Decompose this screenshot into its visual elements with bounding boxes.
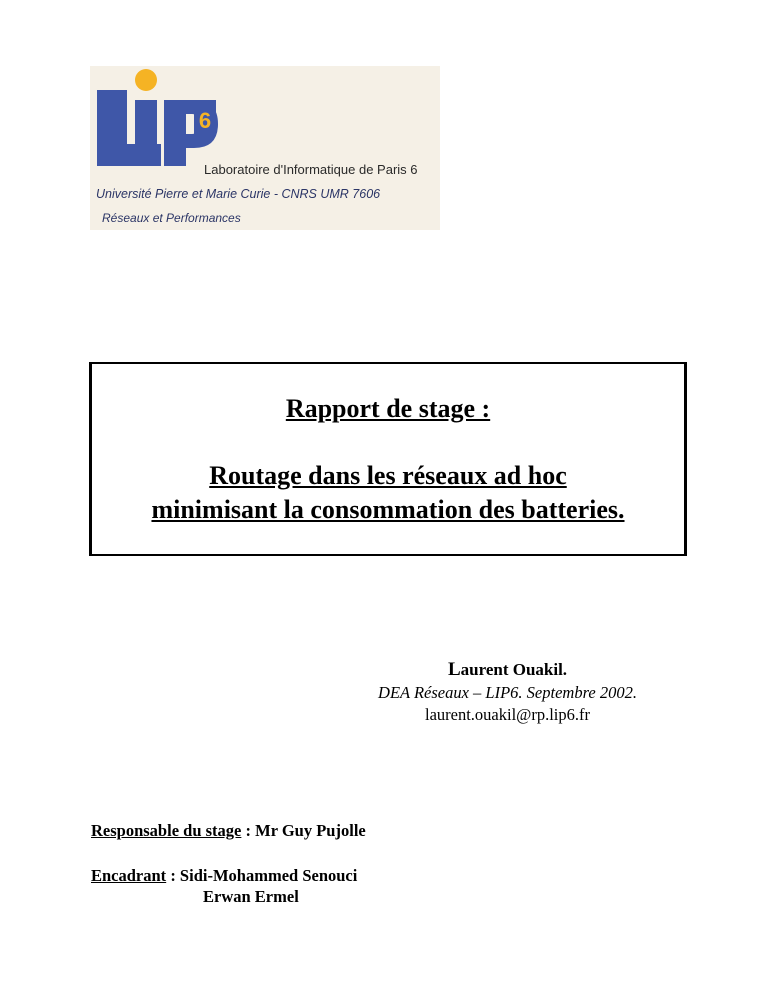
responsable-label: Responsable du stage: [91, 821, 242, 840]
report-subtitle-line-1: Routage dans les réseaux ad hoc: [209, 461, 567, 490]
logo-dot-circle: [135, 69, 157, 91]
responsable-line: [91, 821, 366, 841]
logo-letter-i: [135, 100, 157, 144]
author-degree: DEA Réseaux – LIP6. Septembre 2002.: [378, 683, 637, 702]
encadrant-second: Erwan Ermel: [203, 887, 299, 906]
author-email: laurent.ouakil@rp.lip6.fr: [424, 705, 591, 724]
logo-laboratoire-text: Laboratoire d'Informatique de Paris 6: [204, 162, 418, 177]
report-subtitle: [92, 459, 684, 527]
encadrant-value: : Sidi-Mohammed Senouci: [166, 866, 358, 885]
author-first-initial: L: [447, 659, 461, 680]
report-subtitle-line-2: minimisant la consommation des batteries.: [151, 495, 625, 524]
logo-letter-l-base: [97, 144, 161, 166]
responsable-value: : Mr Guy Pujolle: [241, 821, 366, 840]
logo-universite-text: Université Pierre et Marie Curie - CNRS UMR 7606: [96, 187, 381, 201]
logo-number: 6: [198, 108, 212, 133]
lip6-logo-graphic: [90, 66, 440, 230]
lip6-logo: [90, 66, 440, 230]
encadrant-label: Encadrant: [91, 866, 167, 885]
author-name: [330, 659, 685, 681]
encadrant-line: [91, 866, 357, 886]
report-title: Rapport de stage :: [285, 394, 491, 423]
logo-equipe-text: Réseaux et Performances: [102, 211, 241, 225]
title-box: [89, 362, 687, 556]
author-name-rest: aurent Ouakil.: [460, 660, 568, 679]
